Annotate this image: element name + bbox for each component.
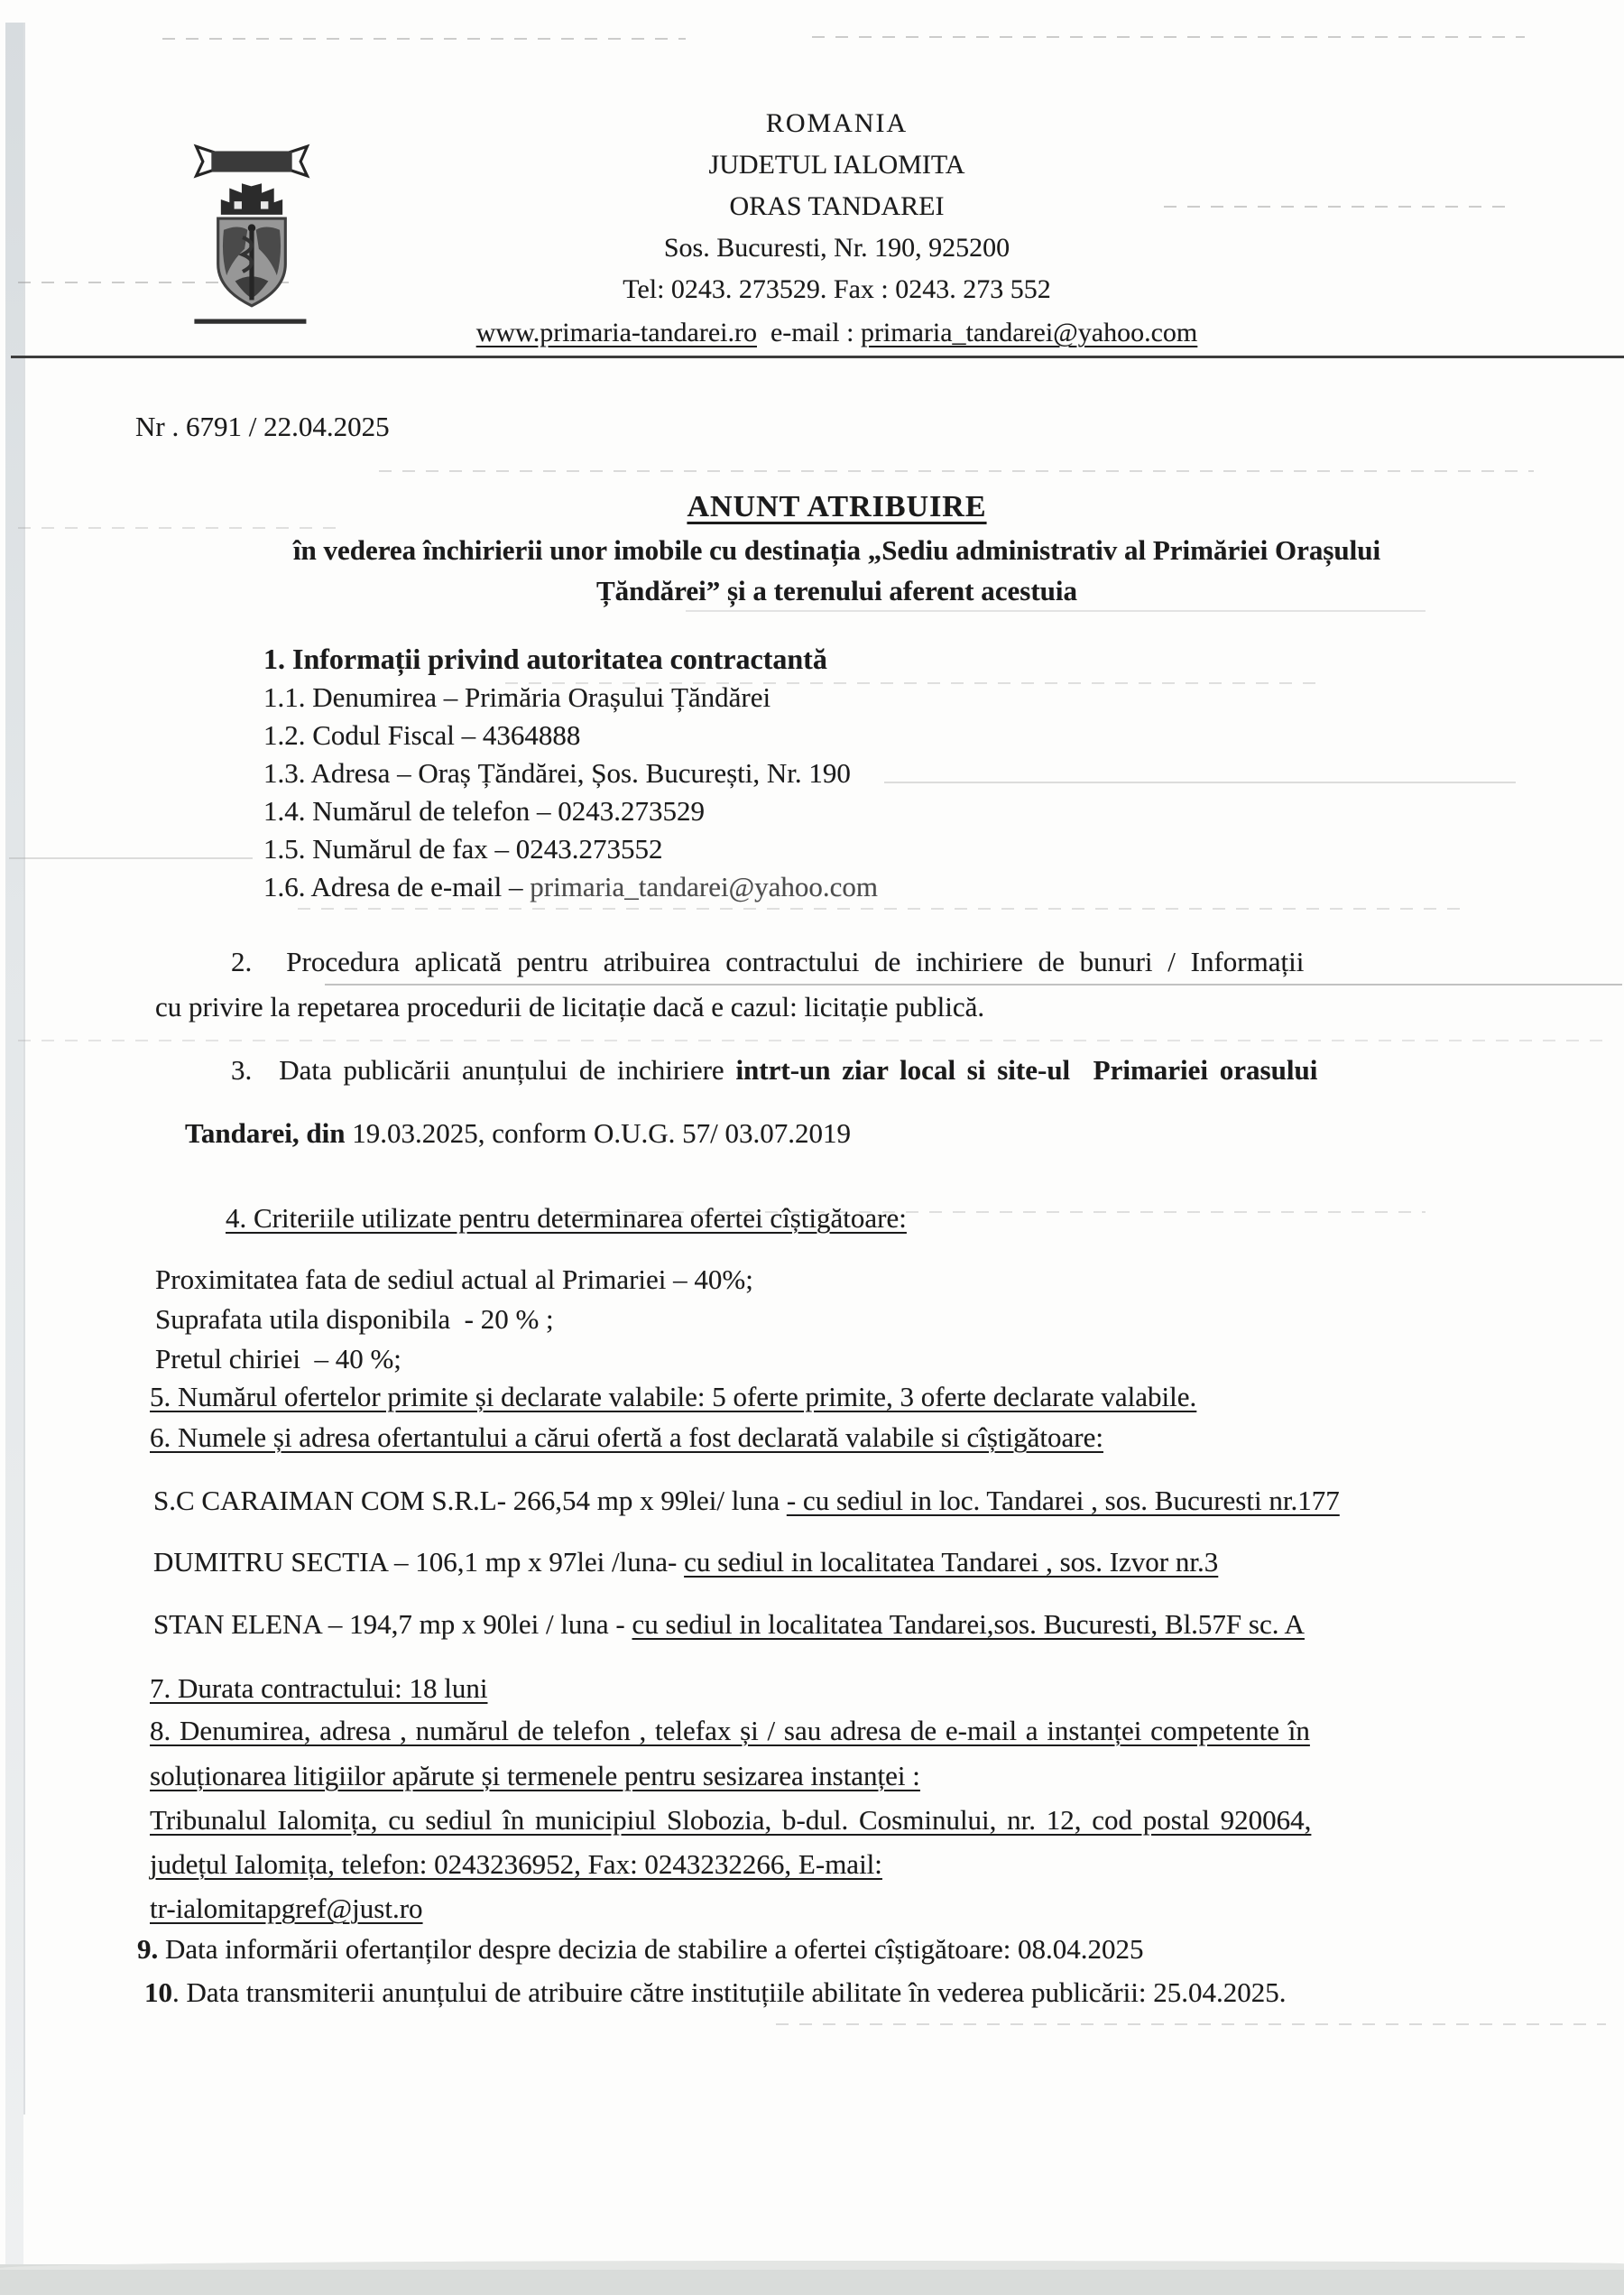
section8-line2: soluționarea litigiilor apărute și termenele pentru sesizarea instanței : <box>150 1760 920 1791</box>
tribunal-line2: județul Ialomița, telefon: 0243236952, Fax: 0243232266, E-mail: <box>150 1848 882 1880</box>
phone-fax-label: Tel: 0243. 273529. Fax : 0243. 273 552 <box>623 274 1051 304</box>
scan-artifact <box>884 782 1516 783</box>
city-label: ORAS TANDAREI <box>729 191 945 221</box>
section3-bold-text: intrt-un ziar local si site-ul Primariei orasului <box>735 1054 1318 1086</box>
header-divider <box>11 356 1624 358</box>
header-country <box>0 108 1624 138</box>
scan-artifact <box>18 1040 1606 1041</box>
header-county <box>0 150 1624 180</box>
offer-bid: DUMITRU SECTIA – 106,1 mp x 97lei /luna- <box>153 1546 685 1578</box>
scan-bottom-shadow-edge <box>0 2261 1624 2270</box>
document-title: ANUNT ATRIBUIRE <box>687 490 987 523</box>
section2-line2: cu privire la repetarea procedurii de licitație dacă e cazul: licitație publică. <box>155 991 985 1023</box>
scan-edge-band <box>5 23 23 2268</box>
scan-artifact <box>686 610 1426 612</box>
registration-number: Nr . 6791 / 22.04.2025 <box>135 411 390 442</box>
header-city <box>0 191 1624 221</box>
section3-bold-text2: Tandarei, din <box>185 1117 346 1149</box>
section1-item-cod-fiscal: 1.2. Codul Fiscal – 4364888 <box>263 719 581 751</box>
email-item-label: 1.6. Adresa de e-mail – <box>263 871 531 902</box>
criterion-price: Pretul chiriei – 40 %; <box>155 1343 401 1374</box>
section3-number: 3. <box>231 1054 253 1086</box>
section3-line1 <box>231 1054 1317 1087</box>
scan-artifact <box>162 38 686 40</box>
section3-tail: 19.03.2025, conform O.U.G. 57/ 03.07.2019 <box>345 1117 852 1149</box>
offer-row-caraiman <box>153 1485 1340 1517</box>
section10-line <box>144 1976 1286 2009</box>
section9-text: Data informării ofertanților despre decizia de stabilire a ofertei cîștigătoare: 08.04.2025 <box>158 1933 1144 1965</box>
offer-row-dumitru <box>153 1546 1218 1578</box>
criterion-surface: Suprafata utila disponibila - 20 % ; <box>155 1303 554 1335</box>
section1-item-email <box>263 871 878 903</box>
criterion-proximity: Proximitatea fata de sediul actual al Primariei – 40%; <box>155 1263 753 1295</box>
section8-line1: 8. Denumirea, adresa , numărul de telefon , telefax și / sau adresa de e-mail a instanței competente în <box>150 1715 1310 1746</box>
offer-bid: STAN ELENA – 194,7 mp x 90lei / luna - <box>153 1608 632 1640</box>
header-email-link[interactable]: primaria_tandarei@yahoo.com <box>860 318 1198 347</box>
document-title-row <box>0 490 1624 524</box>
email-item-value[interactable]: primaria_tandarei@yahoo.com <box>530 871 879 902</box>
website-link[interactable]: www.primaria-tandarei.ro <box>475 318 757 347</box>
section2-text1: Procedura aplicată pentru atribuirea contractului de inchiriere de bunuri / Informații <box>286 946 1305 977</box>
section9-line <box>137 1933 1144 1966</box>
section7-heading: 7. Durata contractului: 18 luni <box>150 1672 488 1704</box>
tribunal-line1: Tribunalul Ialomița, cu sediul în municipiul Slobozia, b-dul. Cosminului, nr. 12, cod postal 920064, <box>150 1804 1312 1836</box>
section5-heading: 5. Numărul ofertelor primite și declarate valabile: 5 oferte primite, 3 oferte declarate valabile. <box>150 1381 1197 1412</box>
offer-address: cu sediul in localitatea Tandarei , sos. Izvor nr.3 <box>684 1546 1219 1578</box>
offer-row-stan <box>153 1608 1305 1641</box>
section1-item-adresa: 1.3. Adresa – Oraș Țăndărei, Șos. București, Nr. 190 <box>263 757 851 789</box>
section2-number: 2. <box>231 946 253 977</box>
section10-number: 10 <box>144 1976 172 2008</box>
header-phone-fax <box>0 274 1624 304</box>
document-subtitle-line1: în vederea închirierii unor imobile cu destinația „Sediu administrativ al Primăriei Orașului <box>292 534 1381 566</box>
header-address <box>0 233 1624 263</box>
section9-number: 9. <box>137 1933 159 1965</box>
section3-line2 <box>185 1117 851 1150</box>
section1-item-telefon: 1.4. Numărul de telefon – 0243.273529 <box>263 795 706 827</box>
section1-item-denumirea: 1.1. Denumirea – Primăria Orașului Țăndărei <box>263 681 771 713</box>
scan-artifact <box>18 527 343 529</box>
document-subtitle-line2: Țăndărei” și a terenului aferent acestuia <box>595 575 1077 606</box>
scan-artifact <box>298 908 1471 910</box>
scan-artifact <box>9 857 253 859</box>
section2-line1 <box>231 946 1304 978</box>
scan-artifact <box>776 2023 1606 2025</box>
scan-artifact <box>812 36 1525 38</box>
email-label: e-mail : <box>756 318 861 347</box>
address-label: Sos. Bucuresti, Nr. 190, 925200 <box>663 233 1010 263</box>
section1-heading: 1. Informații privind autoritatea contractantă <box>263 643 827 675</box>
section3-lead: Data publicării anunțului de inchiriere <box>279 1054 736 1086</box>
scan-artifact <box>325 984 1622 986</box>
scan-artifact <box>379 470 1534 472</box>
offer-bid: S.C CARAIMAN COM S.R.L- 266,54 mp x 99lei/ luna <box>153 1485 787 1516</box>
country-label: ROMANIA <box>765 108 909 138</box>
section4-heading: 4. Criteriile utilizate pentru determinarea ofertei cîștigătoare: <box>226 1202 907 1234</box>
tribunal-email-link[interactable]: tr-ialomitapgref@just.ro <box>150 1892 423 1924</box>
offer-address: cu sediul in localitatea Tandarei,sos. Bucuresti, Bl.57F sc. A <box>632 1608 1305 1640</box>
offer-address: - cu sediul in loc. Tandarei , sos. Bucuresti nr.177 <box>786 1485 1340 1516</box>
section1-item-fax: 1.5. Numărul de fax – 0243.273552 <box>263 833 663 865</box>
county-label: JUDETUL IALOMITA <box>708 150 965 180</box>
section10-text: . Data transmiterii anunțului de atribuire către instituțiile abilitate în vederea publicării: 25.04.2025. <box>172 1976 1287 2008</box>
header-web-email <box>0 318 1624 347</box>
section6-heading: 6. Numele și adresa ofertantului a cărui ofertă a fost declarată valabile si cîștigătoare: <box>150 1421 1103 1453</box>
